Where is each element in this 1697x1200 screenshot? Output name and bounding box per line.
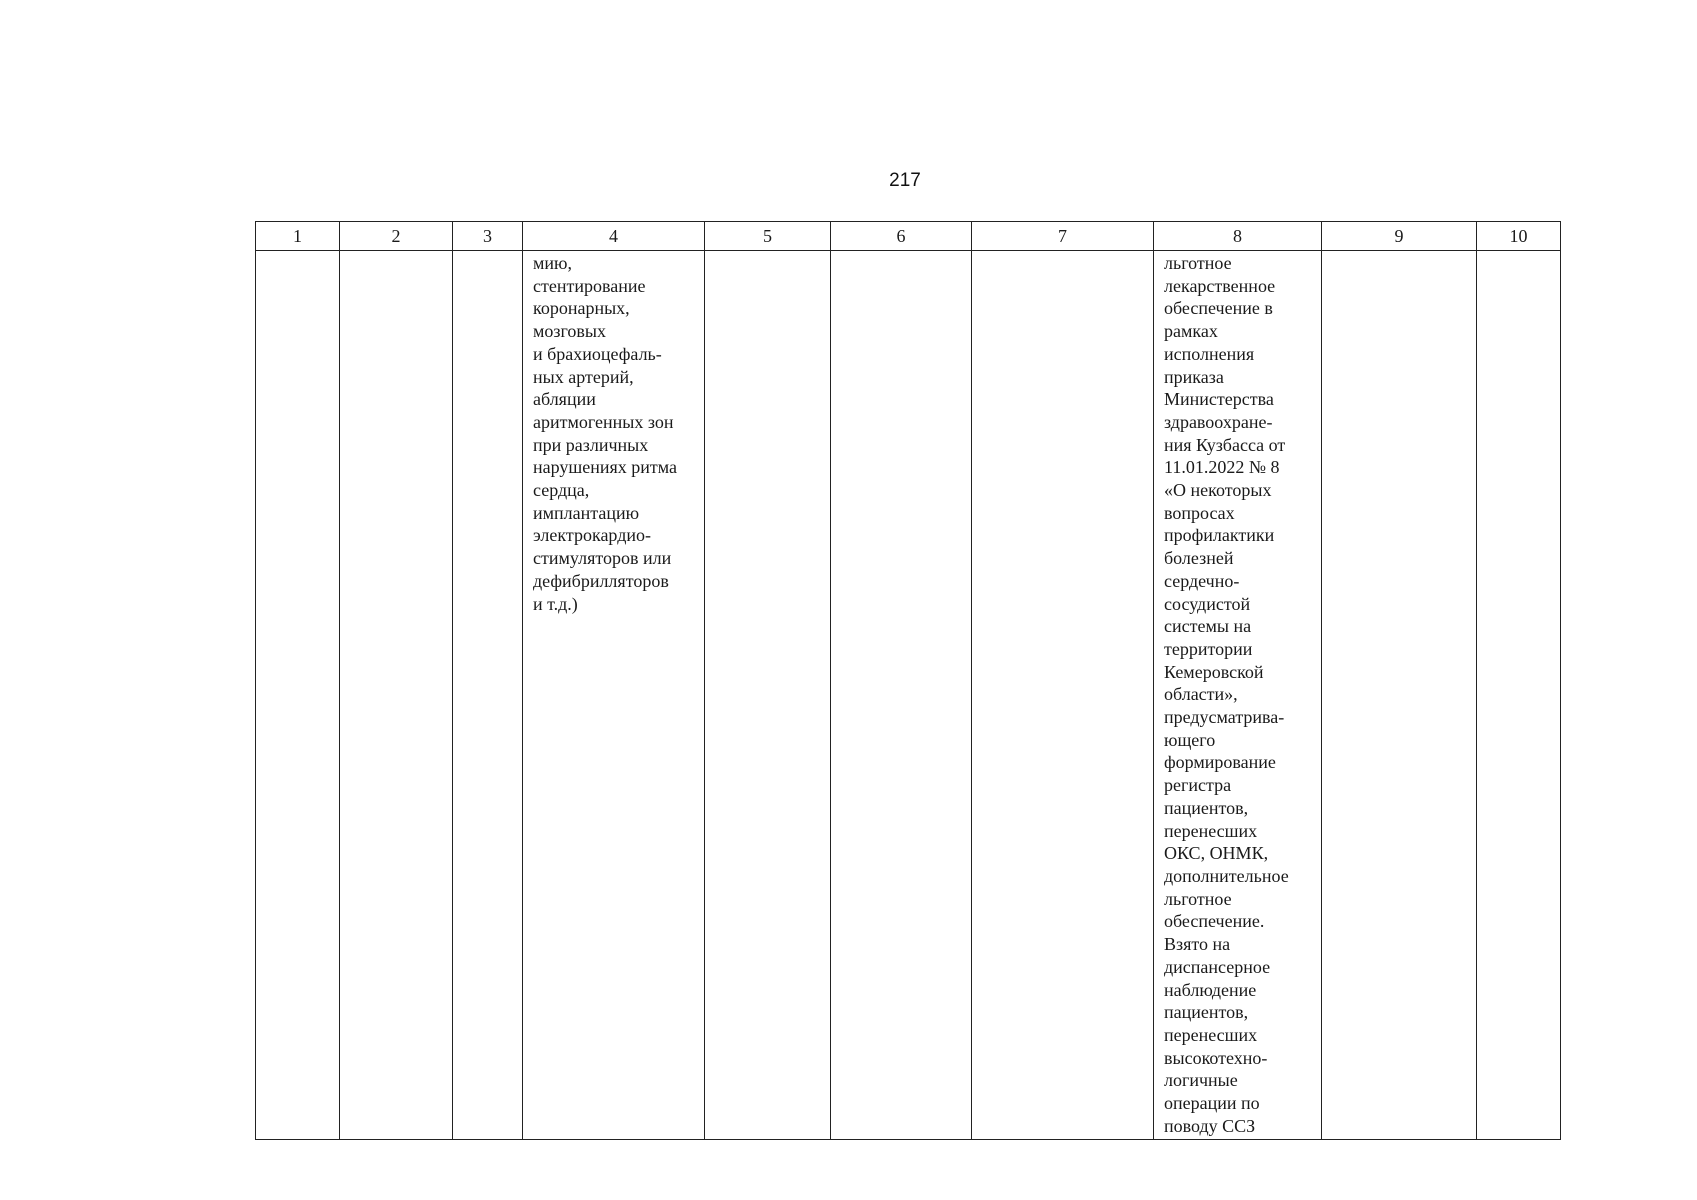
table-cell: [705, 251, 831, 1140]
table-cell: [256, 251, 340, 1140]
cell-text: [972, 251, 1153, 252]
cell-text: [1322, 251, 1476, 252]
table-cell: [523, 251, 705, 1140]
table-cell: [340, 251, 453, 1140]
column-header: 6: [831, 222, 972, 251]
column-header: 9: [1322, 222, 1477, 251]
table-cell: [831, 251, 972, 1140]
column-header: 3: [453, 222, 523, 251]
column-header: 5: [705, 222, 831, 251]
cell-text: [256, 251, 339, 252]
table-cell: [1322, 251, 1477, 1140]
column-header: 4: [523, 222, 705, 251]
cell-text: [453, 251, 522, 252]
table-row: [256, 251, 1561, 1140]
document-table: [255, 221, 1561, 1140]
column-header: 8: [1154, 222, 1322, 251]
cell-text: [705, 251, 830, 252]
table-cell: [1154, 251, 1322, 1140]
cell-text: [831, 251, 971, 252]
table-cell: [1477, 251, 1561, 1140]
table-header-row: [256, 222, 1561, 251]
column-header: 7: [972, 222, 1154, 251]
cell-text: [1477, 251, 1560, 252]
table-cell: [972, 251, 1154, 1140]
cell-text: [340, 251, 452, 252]
page-number: 217: [889, 170, 921, 191]
column-header: 2: [340, 222, 453, 251]
column-header: 10: [1477, 222, 1561, 251]
table-cell: [453, 251, 523, 1140]
column-header: 1: [256, 222, 340, 251]
cell-text-procedures: мию, стентирование коронарных, мозговых и брахиоцефаль- ных артерий, абляции аритмогенных зон при различных нарушениях ритма сердца, имплантацию электрокардио- стимуляторов или дефибрилляторов и т.д.): [533, 253, 678, 614]
cell-text-drug-provision: льготное лекарственное обеспечение в рамках исполнения приказа Министерства здравоохране- ния Кузбасса от 11.01.2022 № 8 «О некоторых вопросах профилактики болезней сердечно- сосудистой системы на территории Кемеровской области», предусматрива- ющего формирование регистра пациентов, перенесших ОКС, ОНМК, дополнительное льготное обеспечение. Взято на диспансерное наблюдение пациентов, перенесших высокотехно- логичные операции по поводу ССЗ: [1164, 253, 1289, 1136]
